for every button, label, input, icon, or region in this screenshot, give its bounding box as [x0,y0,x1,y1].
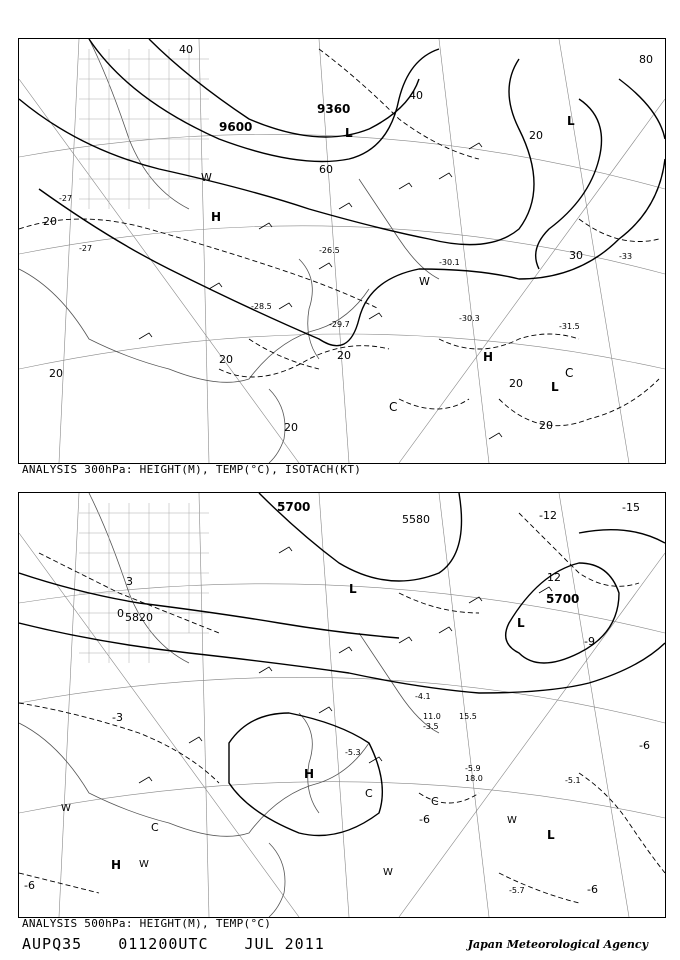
height-label-5700: 5700 [546,592,580,606]
isotach-label: 20 [43,215,57,228]
isotherm-contours [19,513,665,903]
map-300hpa-svg [19,39,665,463]
low-center: L [551,380,559,394]
wind-barbs [139,143,502,439]
isotherm-label: 3 [126,575,133,588]
temperature-label: -33 [619,252,633,261]
high-center: H [304,767,315,781]
cold-center: C [151,821,159,834]
isotach-label: 20 [539,419,553,432]
isotach-label: 60 [319,163,333,176]
isotherm-label: -3 [112,711,123,724]
warm-center: W [61,803,71,814]
low-center: L [349,582,357,596]
coastlines [19,493,439,917]
temperature-label: -30.3 [459,314,480,323]
station-value: -5.7 [509,886,525,895]
isotach-label: 20 [337,349,351,362]
station-value: 18.0 [465,774,483,783]
high-center: H [111,858,122,872]
isotach-label: 30 [569,249,583,262]
temperature-label: -30.1 [439,258,460,267]
height-label-5700: 5700 [277,500,311,514]
cold-center: C [389,400,398,414]
warm-center: W [139,859,149,870]
station-value: -5.1 [565,776,581,785]
chart-month-year: JUL 2011 [244,935,325,953]
temperature-label: -27 [59,194,73,203]
high-center: H [483,350,494,364]
cold-center: C [365,787,373,800]
station-value: -4.1 [415,692,431,701]
caption-500hpa: ANALYSIS 500hPa: HEIGHT(M), TEMP(°C) [22,917,272,930]
chart-identifier [22,935,351,953]
map-500hpa-svg [19,493,665,917]
isotherm-label: 12 [547,571,561,584]
cold-center: C [431,795,439,808]
height-contours [19,39,665,346]
cold-center: C [565,366,574,380]
high-center: H [211,210,222,224]
warm-center: W [201,171,212,184]
temperature-label: -31.5 [559,322,580,331]
isotach-label: 20 [219,353,233,366]
isotherm-label: -9 [584,635,595,648]
temperature-label: -26.5 [319,246,340,255]
isotach-label: 20 [509,377,523,390]
low-center: L [547,828,555,842]
isotach-label: 80 [639,53,653,66]
temperature-label: -28.5 [251,302,272,311]
warm-center: W [383,867,393,878]
chart-code: AUPQ35 [22,935,83,953]
warm-center: W [507,815,517,826]
isotherm-label: -15 [622,501,640,514]
height-label-9600: 9600 [219,120,253,134]
low-center: L [567,114,575,128]
station-value: 11.0 [423,712,441,721]
low-center: L [345,126,353,140]
station-value: -5.3 [345,748,361,757]
isotherm-label: -6 [587,883,598,896]
analysis-500hpa-map [18,492,666,918]
height-label-9360: 9360 [317,102,351,116]
isotherm-label: 0 [117,607,124,620]
isotherm-label: -6 [639,739,650,752]
temperature-label: -29.7 [329,320,350,329]
isotach-label: 20 [529,129,543,142]
warm-center: W [419,275,430,288]
height-label-5580: 5580 [402,513,430,526]
isotherm-label: -6 [419,813,430,826]
temperature-label: -27 [79,244,93,253]
low-center: L [517,616,525,630]
isotach-label: 40 [179,43,193,56]
station-value: -3.5 [423,722,439,731]
station-value: 15.5 [459,712,477,721]
station-value: -5.9 [465,764,481,773]
caption-300hpa: ANALYSIS 300hPa: HEIGHT(M), TEMP(°C), ISOTACH(KT) [22,463,362,476]
isotach-label: 20 [284,421,298,434]
chart-datetime: 011200UTC [118,935,209,953]
height-label-5820: 5820 [125,611,153,624]
hatch-area [79,49,209,209]
analysis-300hpa-map [18,38,666,464]
isotach-label: 40 [409,89,423,102]
isotherm-label: -6 [24,879,35,892]
isotach-label: 20 [49,367,63,380]
isotherm-label: -12 [539,509,557,522]
agency-name: Japan Meteorological Agency [467,938,648,951]
